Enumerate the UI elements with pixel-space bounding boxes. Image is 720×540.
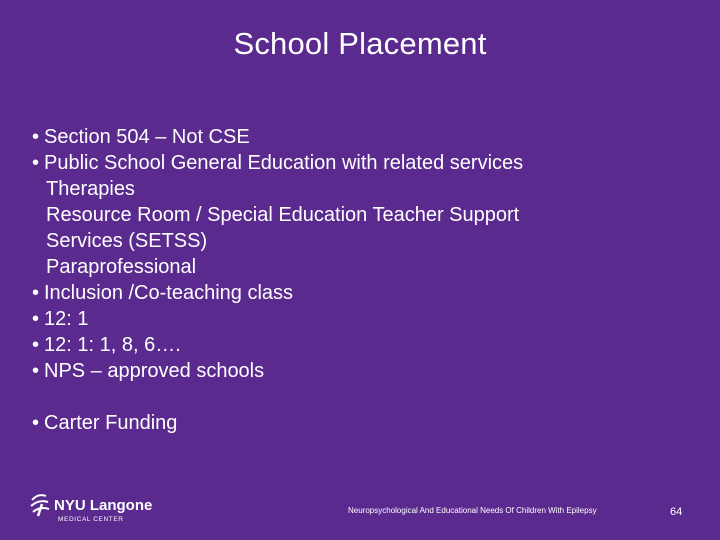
list-item [32, 280, 692, 306]
bullet-list [32, 124, 692, 436]
nyu-langone-logo [28, 488, 158, 528]
list-item-text: Paraprofessional [46, 256, 197, 278]
footer-caption: Neuropsychological And Educational Needs Of Children With Epilepsy [348, 506, 597, 515]
bullet-marker: • [32, 360, 40, 382]
list-subitem [32, 202, 692, 228]
list-item-text: NPS – approved schools [44, 360, 265, 382]
list-item-text: Resource Room / Special Education Teacher Support [46, 204, 520, 226]
list-item-text: 12: 1: 1, 8, 6…. [44, 334, 181, 356]
logo-primary-text: NYU Langone [54, 497, 153, 514]
torch-icon [31, 495, 49, 516]
logo-secondary-text: MEDICAL CENTER [58, 516, 124, 523]
bullet-marker: • [32, 412, 40, 434]
bullet-marker: • [32, 308, 40, 330]
list-item-text: Public School General Education with related services [44, 152, 524, 174]
bullet-marker: • [32, 126, 40, 148]
slide-title: School Placement [233, 26, 487, 61]
list-item-text: Therapies [46, 178, 135, 200]
list-item-text: Services (SETSS) [46, 230, 208, 252]
list-subitem [32, 254, 692, 280]
list-subitem [32, 176, 692, 202]
bullet-marker: • [32, 334, 40, 356]
list-item [32, 410, 692, 436]
list-item-text: 12: 1 [44, 308, 89, 330]
list-item [32, 150, 692, 176]
list-item [32, 332, 692, 358]
list-item [32, 358, 692, 384]
list-item-text: Carter Funding [44, 412, 178, 434]
bullet-marker: • [32, 282, 40, 304]
list-item-text: Section 504 – Not CSE [44, 126, 250, 148]
page-number: 64 [670, 506, 683, 518]
list-item [32, 124, 692, 150]
list-subitem [32, 228, 692, 254]
list-item [32, 306, 692, 332]
list-item-text: Inclusion /Co-teaching class [44, 282, 294, 304]
bullet-marker: • [32, 152, 40, 174]
